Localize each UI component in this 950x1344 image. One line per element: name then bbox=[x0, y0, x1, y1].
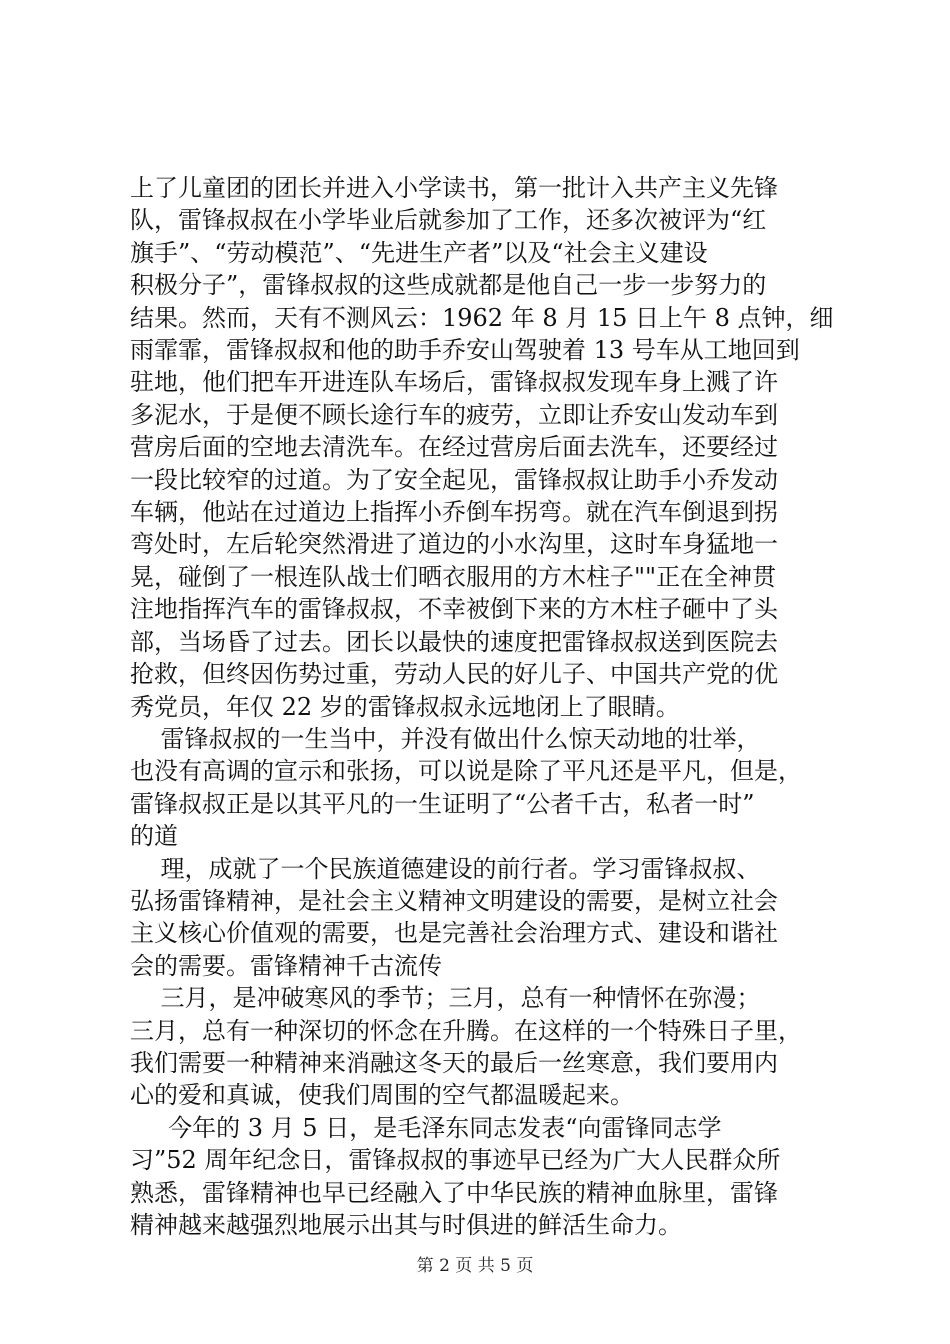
text-line: 积极分子”，雷锋叔叔的这些成就都是他自己一步一步努力的 bbox=[130, 271, 767, 300]
text-line: 旗手”、“劳动模范”、“先进生产者”以及“社会主义建设 bbox=[130, 238, 708, 267]
text-line: 抢救，但终因伤势过重，劳动人民的好儿子、中国共产党的优 bbox=[130, 660, 778, 689]
text-line: 驻地，他们把车开进连队车场后，雷锋叔叔发现车身上溅了许 bbox=[130, 368, 778, 397]
text-line: 雷锋叔叔正是以其平凡的一生证明了“公者千古，私者一时” bbox=[130, 789, 755, 818]
text-line: 一段比较窄的过道。为了安全起见，雷锋叔叔让助手小乔发动 bbox=[130, 465, 778, 494]
text-line: 三月，总有一种深切的怀念在升腾。在这样的一个特殊日子里， bbox=[130, 1016, 802, 1045]
text-line: 的道 bbox=[130, 822, 178, 851]
text-line: 弘扬雷锋精神，是社会主义精神文明建设的需要，是树立社会 bbox=[130, 886, 778, 915]
text-line: 也没有高调的宣示和张扬，可以说是除了平凡还是平凡，但是， bbox=[130, 757, 802, 786]
text-line: 心的爱和真诚，使我们周围的空气都温暖起来。 bbox=[130, 1081, 634, 1110]
text-line: 理，成就了一个民族道德建设的前行者。学习雷锋叔叔、 bbox=[130, 854, 761, 883]
text-line: 三月，是冲破寒风的季节；三月，总有一种情怀在弥漫； bbox=[130, 984, 761, 1013]
text-line: 秀党员，年仅 22 岁的雷锋叔叔永远地闭上了眼睛。 bbox=[130, 692, 680, 721]
text-line: 营房后面的空地去清洗车。在经过营房后面去洗车，还要经过 bbox=[130, 433, 778, 462]
text-line: 精神越来越强烈地展示出其与时俱进的鲜活生命力。 bbox=[130, 1211, 682, 1239]
text-line: 晃，碰倒了一根连队战士们晒衣服用的方木柱子""正在全神贯 bbox=[130, 562, 777, 591]
text-line: 我们需要一种精神来消融这冬天的最后一丝寒意，我们要用内 bbox=[130, 1048, 778, 1077]
text-line: 多泥水，于是便不顾长途行车的疲劳，立即让乔安山发动车到 bbox=[130, 400, 778, 429]
document-body bbox=[130, 172, 834, 1241]
text-line: 上了儿童团的团长并进入小学读书，第一批计入共产主义先锋 bbox=[130, 174, 778, 202]
text-line: 队，雷锋叔叔在小学毕业后就参加了工作，还多次被评为“红 bbox=[130, 206, 767, 235]
text-line: 部，当场昏了过去。团长以最快的速度把雷锋叔叔送到医院去 bbox=[130, 627, 778, 656]
text-line: 习”52 周年纪念日，雷锋叔叔的事迹早已经为广大人民群众所 bbox=[130, 1146, 781, 1175]
text-line: 主义核心价值观的需要，也是完善社会治理方式、建设和谐社 bbox=[130, 919, 778, 948]
text-line: 会的需要。雷锋精神千古流传 bbox=[130, 951, 442, 980]
text-line: 雨霏霏，雷锋叔叔和他的助手乔安山驾驶着 13 号车从工地回到 bbox=[130, 336, 800, 365]
text-line: 今年的 3 月 5 日，是毛泽东同志发表“向雷锋同志学 bbox=[130, 1113, 722, 1142]
text-line: 车辆，他站在过道边上指挥小乔倒车拐弯。就在汽车倒退到拐 bbox=[130, 498, 778, 527]
text-line: 弯处时，左后轮突然滑进了道边的小水沟里，这时车身猛地一 bbox=[130, 530, 778, 559]
text-line: 结果。然而，天有不测风云：1962 年 8 月 15 日上午 8 点钟，细 bbox=[130, 303, 834, 332]
text-line: 注地指挥汽车的雷锋叔叔，不幸被倒下来的方木柱子砸中了头 bbox=[130, 595, 778, 624]
text-line: 雷锋叔叔的一生当中，并没有做出什么惊天动地的壮举， bbox=[130, 724, 761, 753]
text-line: 熟悉，雷锋精神也早已经融入了中华民族的精神血脉里，雷锋 bbox=[130, 1178, 778, 1207]
page-number-footer: 第 2 页 共 5 页 bbox=[416, 1256, 534, 1276]
